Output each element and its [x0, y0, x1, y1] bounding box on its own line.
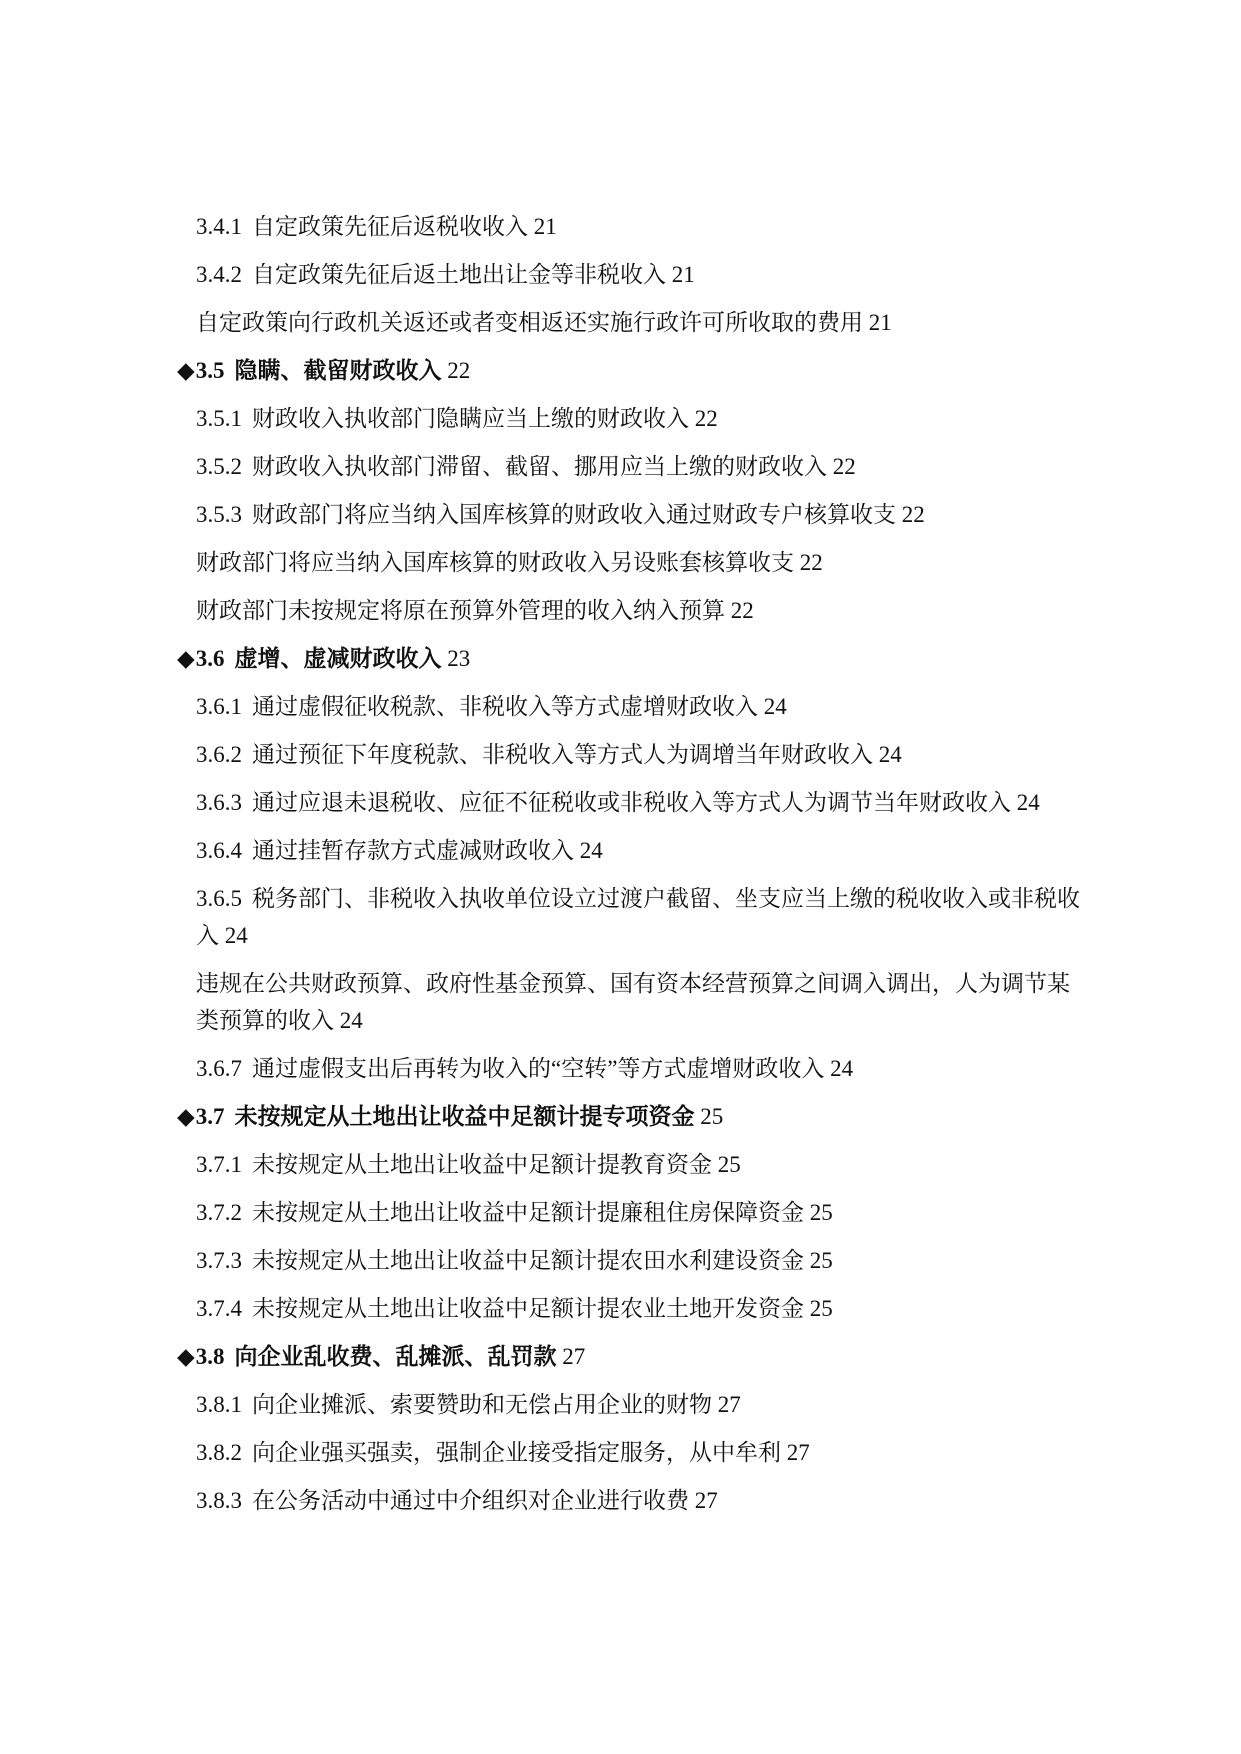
toc-entry-number: 3.7.3 [196, 1248, 242, 1273]
toc-entry-number: 3.7.2 [196, 1200, 242, 1225]
toc-entry-title: 向企业强买强卖，强制企业接受指定服务，从中牟利 [252, 1440, 781, 1465]
toc-section-heading[interactable] [0, 640, 1241, 677]
toc-entry[interactable] [0, 544, 1241, 581]
toc-page-number: 22 [694, 406, 718, 431]
diamond-bullet-icon: ◆ [177, 1344, 195, 1369]
toc-page-number: 22 [447, 358, 471, 383]
toc-entry-title: 向企业摊派、索要赞助和无偿占用企业的财物 [252, 1392, 712, 1417]
toc-entry[interactable] [0, 880, 1086, 954]
diamond-bullet-icon: ◆ [177, 646, 195, 671]
toc-entry[interactable] [0, 496, 1241, 533]
toc-entry-number: 3.4.2 [196, 262, 242, 287]
toc-entry[interactable] [0, 736, 1241, 773]
toc-entry-title: 财政收入执收部门隐瞒应当上缴的财政收入 [252, 406, 689, 431]
toc-entry[interactable] [0, 1482, 1241, 1519]
toc-entry-number: 3.6.4 [196, 838, 242, 863]
toc-entry-title: 通过挂暂存款方式虚减财政收入 [252, 838, 574, 863]
toc-entry-title: 隐瞒、截留财政收入 [234, 358, 442, 383]
toc-entry-title: 在公务活动中通过中介组织对企业进行收费 [252, 1488, 689, 1513]
toc-entry-title: 未按规定从土地出让收益中足额计提农业土地开发资金 [252, 1296, 804, 1321]
toc-entry-number: 3.8 [195, 1344, 225, 1369]
toc-page-number: 25 [717, 1152, 741, 1177]
toc-page-number: 25 [700, 1104, 724, 1129]
toc-page-number: 22 [730, 598, 754, 623]
toc-entry-title: 违规在公共财政预算、政府性基金预算、国有资本经营预算之间调入调出，人为调节某类预算的收入 [196, 971, 1070, 1033]
toc-page-number: 24 [830, 1056, 854, 1081]
toc-page-number: 27 [694, 1488, 718, 1513]
toc-section-heading[interactable] [0, 1098, 1241, 1135]
toc-page-number: 25 [809, 1248, 833, 1273]
toc-entry-title: 财政部门未按规定将原在预算外管理的收入纳入预算 [196, 598, 725, 623]
toc-entry-title: 税务部门、非税收入执收单位设立过渡户截留、坐支应当上缴的税收收入或非税收入 [196, 886, 1080, 948]
toc-entry-number: 3.5 [195, 358, 225, 383]
toc-entry[interactable] [0, 400, 1241, 437]
toc-entry[interactable] [0, 1050, 1241, 1087]
toc-entry-title: 向企业乱收费、乱摊派、乱罚款 [234, 1344, 557, 1369]
toc-entry[interactable] [0, 1242, 1241, 1279]
toc-entry-number: 3.7.1 [196, 1152, 242, 1177]
toc-entry-number: 3.6.1 [196, 694, 242, 719]
toc-entry[interactable] [0, 832, 1241, 869]
toc-page-number: 27 [786, 1440, 810, 1465]
toc-entry-number: 3.5.2 [196, 454, 242, 479]
toc-page-number: 24 [878, 742, 902, 767]
toc-entry-title: 虚增、虚减财政收入 [234, 646, 442, 671]
toc-entry[interactable] [0, 784, 1086, 821]
toc-entry[interactable] [0, 592, 1241, 629]
toc-page-number: 27 [562, 1344, 586, 1369]
toc-page-number: 21 [671, 262, 695, 287]
diamond-bullet-icon: ◆ [177, 1104, 195, 1129]
toc-entry-title: 通过虚假支出后再转为收入的“空转”等方式虚增财政收入 [252, 1056, 825, 1081]
toc-entry-number: 3.6.3 [196, 790, 242, 815]
toc-page-number: 24 [579, 838, 603, 863]
toc-section-heading[interactable] [0, 1338, 1241, 1375]
toc-page-number: 23 [447, 646, 471, 671]
toc-entry[interactable] [0, 256, 1241, 293]
toc-page-number: 21 [533, 214, 557, 239]
toc-entry-number: 3.7.4 [196, 1296, 242, 1321]
toc-entry[interactable] [0, 965, 1086, 1039]
toc-page-number: 22 [901, 502, 925, 527]
toc-page-number: 24 [763, 694, 787, 719]
toc-page-number: 27 [717, 1392, 741, 1417]
toc-entry-title: 未按规定从土地出让收益中足额计提专项资金 [234, 1104, 695, 1129]
toc-entry-title: 通过虚假征收税款、非税收入等方式虚增财政收入 [252, 694, 758, 719]
toc-entry-title: 财政收入执收部门滞留、截留、挪用应当上缴的财政收入 [252, 454, 827, 479]
toc-entry[interactable] [0, 304, 1241, 341]
toc-entry-number: 3.5.3 [196, 502, 242, 527]
toc-entry[interactable] [0, 1434, 1241, 1471]
toc-entry[interactable] [0, 688, 1241, 725]
toc-entry-number: 3.8.3 [196, 1488, 242, 1513]
toc-page-number: 21 [868, 310, 892, 335]
toc-entry-number: 3.8.1 [196, 1392, 242, 1417]
toc-entry-title: 未按规定从土地出让收益中足额计提教育资金 [252, 1152, 712, 1177]
toc-entry-title: 未按规定从土地出让收益中足额计提廉租住房保障资金 [252, 1200, 804, 1225]
toc-page-number: 22 [832, 454, 856, 479]
diamond-bullet-icon: ◆ [177, 358, 195, 383]
toc-entry-number: 3.5.1 [196, 406, 242, 431]
toc-entry[interactable] [0, 448, 1241, 485]
toc-page-number: 25 [809, 1296, 833, 1321]
toc-page-number: 22 [799, 550, 823, 575]
toc-entry[interactable] [0, 1194, 1241, 1231]
toc-entry-number: 3.6 [195, 646, 225, 671]
toc-page-number: 24 [224, 923, 248, 948]
toc-entry-title: 自定政策向行政机关返还或者变相返还实施行政许可所收取的费用 [196, 310, 863, 335]
toc-entry[interactable] [0, 1290, 1241, 1327]
toc-page-number: 24 [339, 1008, 363, 1033]
toc-section-heading[interactable] [0, 352, 1241, 389]
toc-entry-number: 3.8.2 [196, 1440, 242, 1465]
toc-page-number: 25 [809, 1200, 833, 1225]
toc-entry-title: 自定政策先征后返税收收入 [252, 214, 528, 239]
toc-entry-number: 3.6.5 [196, 886, 242, 911]
toc-entry-number: 3.6.7 [196, 1056, 242, 1081]
table-of-contents [0, 208, 1241, 1530]
toc-entry-title: 未按规定从土地出让收益中足额计提农田水利建设资金 [252, 1248, 804, 1273]
toc-page-number: 24 [1016, 790, 1040, 815]
toc-entry[interactable] [0, 1386, 1241, 1423]
toc-entry[interactable] [0, 208, 1241, 245]
toc-entry-title: 财政部门将应当纳入国库核算的财政收入通过财政专户核算收支 [252, 502, 896, 527]
toc-entry-title: 通过应退未退税收、应征不征税收或非税收入等方式人为调节当年财政收入 [252, 790, 1011, 815]
toc-entry-number: 3.6.2 [196, 742, 242, 767]
toc-entry-title: 通过预征下年度税款、非税收入等方式人为调增当年财政收入 [252, 742, 873, 767]
toc-entry-number: 3.7 [195, 1104, 225, 1129]
toc-entry[interactable] [0, 1146, 1241, 1183]
toc-entry-title: 自定政策先征后返土地出让金等非税收入 [252, 262, 666, 287]
toc-entry-title: 财政部门将应当纳入国库核算的财政收入另设账套核算收支 [196, 550, 794, 575]
toc-entry-number: 3.4.1 [196, 214, 242, 239]
